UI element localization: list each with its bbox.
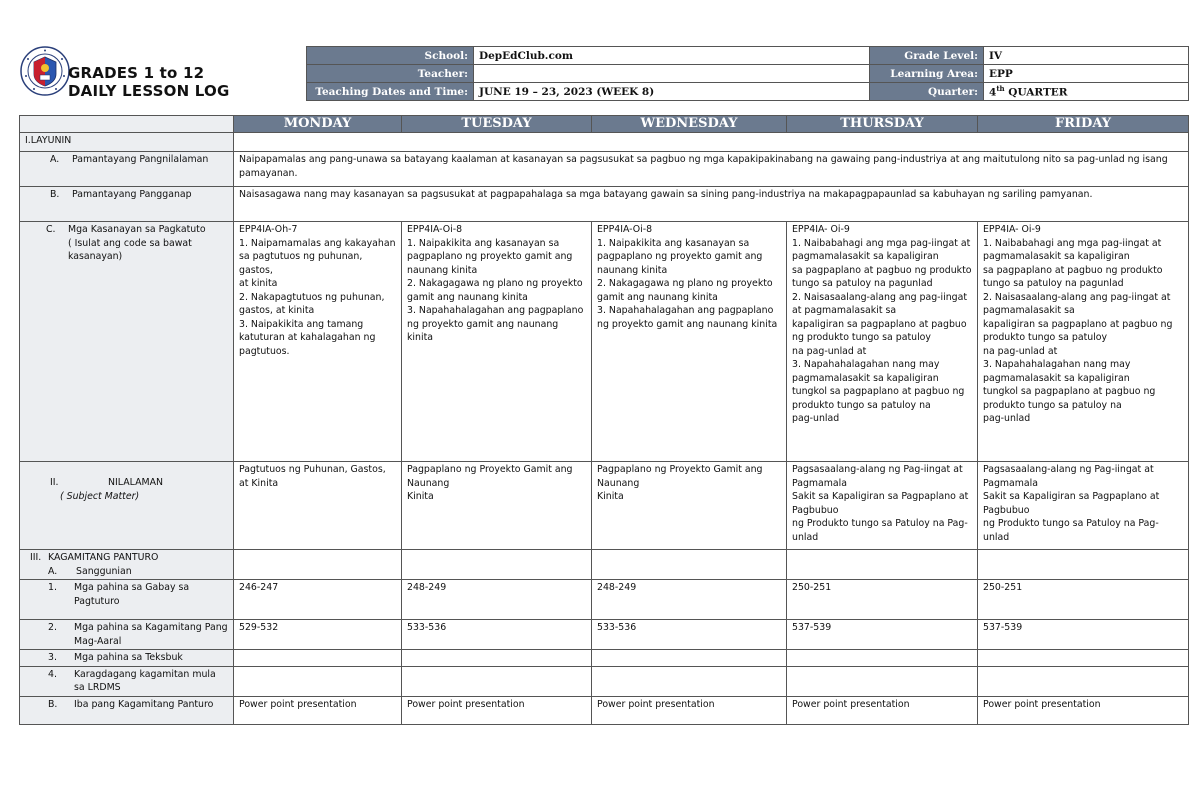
dates-label: Teaching Dates and Time: <box>307 83 474 101</box>
row-label-kagamitang-pang-mag-aaral: 2. Mga pahina sa Kagamitang Pang Mag-Aaral <box>20 620 234 650</box>
lrdms-thursday <box>787 666 978 696</box>
deped-seal-icon <box>20 46 70 96</box>
lrdms-wednesday <box>592 666 787 696</box>
lrdms-monday <box>234 666 402 696</box>
grade-value: IV <box>984 47 1189 65</box>
day-header-monday: MONDAY <box>234 116 402 133</box>
nilalaman-wednesday: Pagpaplano ng Proyekto Gamit ang Naunang Kinita <box>592 462 787 550</box>
day-header-tuesday: TUESDAY <box>402 116 592 133</box>
nilalaman-friday: Pagsasaalang-alang ng Pag-iingat at Pagmamala Sakit sa Kapaligiran sa Pagpaplano at Pagbubuo ng Produkto tungo sa Patuloy na Pag-unlad <box>978 462 1189 550</box>
gabay-friday: 250-251 <box>978 580 1189 620</box>
mag-aaral-thursday: 537-539 <box>787 620 978 650</box>
kagamitan-wednesday <box>592 550 787 580</box>
teksbuk-wednesday <box>592 650 787 667</box>
dates-value: JUNE 19 – 23, 2023 (WEEK 8) <box>474 83 870 101</box>
row-label-nilalaman: II. NILALAMAN ( Subject Matter) <box>20 462 234 550</box>
iba-pang-thursday: Power point presentation <box>787 696 978 724</box>
row-label-kagamitang-panturo: III. KAGAMITANG PANTURO A. Sanggunian <box>20 550 234 580</box>
teksbuk-monday <box>234 650 402 667</box>
teksbuk-friday <box>978 650 1189 667</box>
kasanayan-friday: EPP4IA- Oi-9 1. Naibabahagi ang mga pag-iingat at pagmamalasakit sa kapaligiran sa pagpaplano at pagbuo ng produkto tungo sa patuloy na pagunlad 2. Naisasaalang-alang ang pag-iingat at pagmamalasakit sa kapaligiran sa pagpaplano at pagbuo ng produkto tungo sa patuloy na pag-unlad at 3. Napahahalagahan nang may pagmamalasakit sa kapaligiran tungkol sa pagpaplano at pagbuo ng produkto tungo sa patuloy na pag-unlad <box>978 222 1189 462</box>
day-header-friday: FRIDAY <box>978 116 1189 133</box>
lrdms-tuesday <box>402 666 592 696</box>
row-label-lrdms: 4. Karagdagang kagamitan mula sa LRDMS <box>20 666 234 696</box>
mag-aaral-tuesday: 533-536 <box>402 620 592 650</box>
title-grades: GRADES 1 to 12 <box>68 64 205 82</box>
kasanayan-tuesday: EPP4IA-Oi-8 1. Naipakikita ang kasanayan sa pagpaplano ng proyekto gamit ang naunang kinita 2. Nakagagawa ng plano ng proyekto gamit ang naunang kinita 3. Napahahalagahan ang pagpaplano ng proyekto gamit ang naunang kinita <box>402 222 592 462</box>
day-header-wednesday: WEDNESDAY <box>592 116 787 133</box>
row-label-mga-kasanayan: C. Mga Kasanayan sa Pagkatuto ( Isulat ang code sa bawat kasanayan) <box>20 222 234 462</box>
lrdms-friday <box>978 666 1189 696</box>
nilalaman-monday: Pagtutuos ng Puhunan, Gastos, at Kinita <box>234 462 402 550</box>
gabay-thursday: 250-251 <box>787 580 978 620</box>
kagamitan-tuesday <box>402 550 592 580</box>
school-value: DepEdClub.com <box>474 47 870 65</box>
quarter-value: 4th QUARTER <box>984 83 1189 101</box>
iba-pang-tuesday: Power point presentation <box>402 696 592 724</box>
section-layunin: I.LAYUNIN <box>20 133 234 152</box>
teacher-label: Teacher: <box>307 65 474 83</box>
iba-pang-monday: Power point presentation <box>234 696 402 724</box>
kagamitan-monday <box>234 550 402 580</box>
kasanayan-thursday: EPP4IA- Oi-9 1. Naibabahagi ang mga pag-iingat at pagmamalasakit sa kapaligiran sa pagpaplano at pagbuo ng produkto tungo sa patuloy na pagunlad 2. Naisasaalang-alang ang pag-iingat at pagmamalasakit sa kapaligiran sa pagpaplano at pagbuo ng produkto tungo sa patuloy na pag-unlad at 3. Napahahalagahan nang may pagmamalasakit sa kapaligiran tungkol sa pagpaplano at pagbuo ng produkto tungo sa patuloy na pag-unlad <box>787 222 978 462</box>
kasanayan-monday: EPP4IA-Oh-7 1. Naipamamalas ang kakayahan sa pagtutuos ng puhunan, gastos, at kinita 2. Nakapagtutuos ng puhunan, gastos, at kinita 3. Naipakikita ang tamang katuturan at kahalagahan ng pagtutuos. <box>234 222 402 462</box>
area-label: Learning Area: <box>870 65 984 83</box>
gabay-tuesday: 248-249 <box>402 580 592 620</box>
grade-label: Grade Level: <box>870 47 984 65</box>
row-label-pamantayang-pangnilalaman: A. Pamantayang Pangnilalaman <box>20 152 234 187</box>
school-label: School: <box>307 47 474 65</box>
iba-pang-friday: Power point presentation <box>978 696 1189 724</box>
teacher-value <box>474 65 870 83</box>
row-label-iba-pang-kagamitan: B. Iba pang Kagamitang Panturo <box>20 696 234 724</box>
corner-cell <box>20 116 234 133</box>
day-header-thursday: THURSDAY <box>787 116 978 133</box>
layunin-empty <box>234 133 1189 152</box>
nilalaman-thursday: Pagsasaalang-alang ng Pag-iingat at Pagmamala Sakit sa Kapaligiran sa Pagpaplano at Pagbubuo ng Produkto tungo sa Patuloy na Pag-unlad <box>787 462 978 550</box>
iba-pang-wednesday: Power point presentation <box>592 696 787 724</box>
pamantayang-pangnilalaman-text: Naipapamalas ang pang-unawa sa batayang kaalaman at kasanayan sa pagsusukat sa pagbuo ng mga kapakipakinabang na gawaing pang-industriya at ang maitutulong nito sa pag-unlad ng isang pamayanan. <box>234 152 1189 187</box>
teksbuk-thursday <box>787 650 978 667</box>
lesson-log-table <box>19 115 1189 725</box>
kagamitan-thursday <box>787 550 978 580</box>
gabay-wednesday: 248-249 <box>592 580 787 620</box>
area-value: EPP <box>984 65 1189 83</box>
kasanayan-wednesday: EPP4IA-Oi-8 1. Naipakikita ang kasanayan sa pagpaplano ng proyekto gamit ang naunang kinita 2. Nakagagawa ng plano ng proyekto gamit ang naunang kinita 3. Napahahalagahan ang pagpaplano ng proyekto gamit ang naunang kinita <box>592 222 787 462</box>
quarter-label: Quarter: <box>870 83 984 101</box>
kagamitan-friday <box>978 550 1189 580</box>
teksbuk-tuesday <box>402 650 592 667</box>
title-daily-lesson-log: DAILY LESSON LOG <box>68 82 230 100</box>
info-table <box>306 46 1189 101</box>
mag-aaral-monday: 529-532 <box>234 620 402 650</box>
gabay-monday: 246-247 <box>234 580 402 620</box>
row-label-teksbuk: 3. Mga pahina sa Teksbuk <box>20 650 234 667</box>
pamantayang-pangganap-text: Naisasagawa nang may kasanayan sa pagsusukat at pagpapahalaga sa mga batayang gawain sa sining pang-industriya na makapagpapaunlad sa kabuhayan ng sariling pamyanan. <box>234 187 1189 222</box>
mag-aaral-friday: 537-539 <box>978 620 1189 650</box>
row-label-gabay-sa-pagtuturo: 1. Mga pahina sa Gabay sa Pagtuturo <box>20 580 234 620</box>
nilalaman-tuesday: Pagpaplano ng Proyekto Gamit ang Naunang Kinita <box>402 462 592 550</box>
row-label-pamantayang-pangganap: B. Pamantayang Pangganap <box>20 187 234 222</box>
mag-aaral-wednesday: 533-536 <box>592 620 787 650</box>
